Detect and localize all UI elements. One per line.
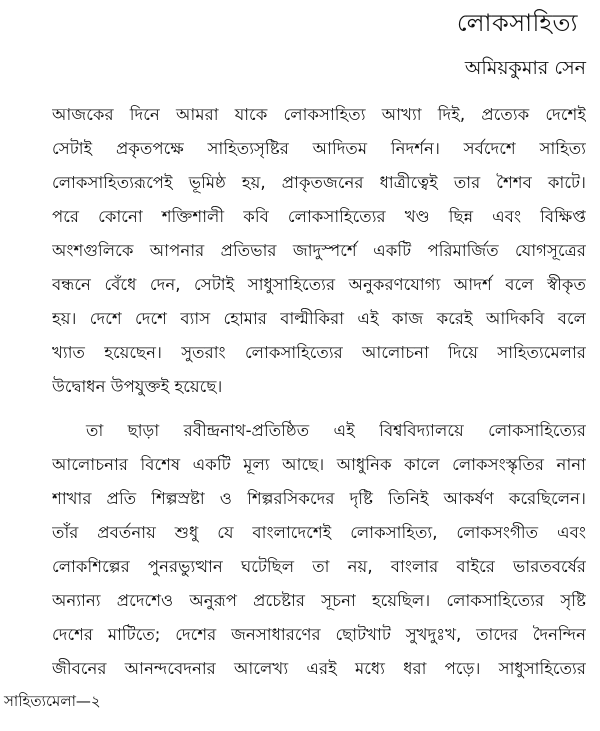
text-line: লোকশিল্পের পুনরভ্যুত্থান ঘটেছিল তা নয়, বাংলার বাইরে ভারতবর্ষের: [52, 557, 586, 576]
text-line: আলোচনার বিশেষ একটি মূল্য আছে। আধুনিক কালে লোকসংস্কৃতির নানা: [52, 455, 586, 474]
text-line: তা ছাড়া রবীন্দ্রনাথ-প্রতিষ্ঠিত এই বিশ্ববিদ্যালয়ে লোকসাহিত্যের: [86, 421, 586, 440]
page-title: লোকসাহিত্য: [456, 9, 578, 37]
text-line: পরে কোনো শক্তিশালী কবি লোকসাহিত্যের খণ্ড ছিন্ন এবং বিক্ষিপ্ত: [52, 207, 586, 226]
text-line: তাঁর প্রবর্তনায় শুধু যে বাংলাদেশেই লোকসাহিত্য, লোকসংগীত এবং: [52, 523, 586, 542]
text-line: জীবনের আনন্দবেদনার আলেখ্য এরই মধ্যে ধরা পড়ে। সাধুসাহিত্যের: [52, 659, 586, 678]
paragraph-1: [52, 98, 586, 404]
paragraph-2: [52, 414, 586, 686]
text-line: হয়। দেশে দেশে ব্যাস হোমার বাল্মীকিরা এই কাজ করেই আদিকবি বলে: [52, 309, 586, 328]
text-line: আজকের দিনে আমরা যাকে লোকসাহিত্য আখ্যা দিই, প্রত্যেক দেশেই: [52, 105, 586, 124]
text-line: উদ্বোধন উপযুক্তই হয়েছে।: [52, 377, 223, 396]
page-footer: সাহিত্যমেলা—২: [4, 692, 101, 710]
text-line: শাখার প্রতি শিল্পস্রষ্টা ও শিল্পরসিকদের দৃষ্টি তিনিই আকর্ষণ করেছিলেন।: [52, 489, 586, 508]
text-line: অংশগুলিকে আপনার প্রতিভার জাদুস্পর্শে একটি পরিমার্জিত যোগসূত্রের: [52, 241, 586, 260]
text-line: লোকসাহিত্যরূপেই ভূমিষ্ঠ হয়, প্রাকৃতজনের ধাত্রীত্বেই তার শৈশব কাটে।: [52, 173, 586, 192]
text-line: অন্যান্য প্রদেশেও অনুরূপ প্রচেষ্টার সূচনা হয়েছিল। লোকসাহিত্যের সৃষ্টি: [52, 591, 586, 610]
text-line: বন্ধনে বেঁধে দেন, সেটাই সাধুসাহিত্যের অনুকরণযোগ্য আদর্শ বলে স্বীকৃত: [52, 275, 586, 294]
text-line: খ্যাত হয়েছেন। সুতরাং লোকসাহিত্যের আলোচনা দিয়ে সাহিত্যমেলার: [52, 343, 586, 362]
text-line: দেশের মাটিতে; দেশের জনসাধারণের ছোটখাট সুখদুঃখ, তাদের দৈনন্দিন: [52, 625, 586, 644]
paragraph-gap: [52, 404, 586, 414]
text-line: সেটাই প্রকৃতপক্ষে সাহিত্যসৃষ্টির আদিতম নিদর্শন। সর্বদেশে সাহিত্য: [52, 139, 586, 158]
author-name: অমিয়কুমার সেন: [464, 57, 586, 79]
body-text: [52, 98, 586, 686]
